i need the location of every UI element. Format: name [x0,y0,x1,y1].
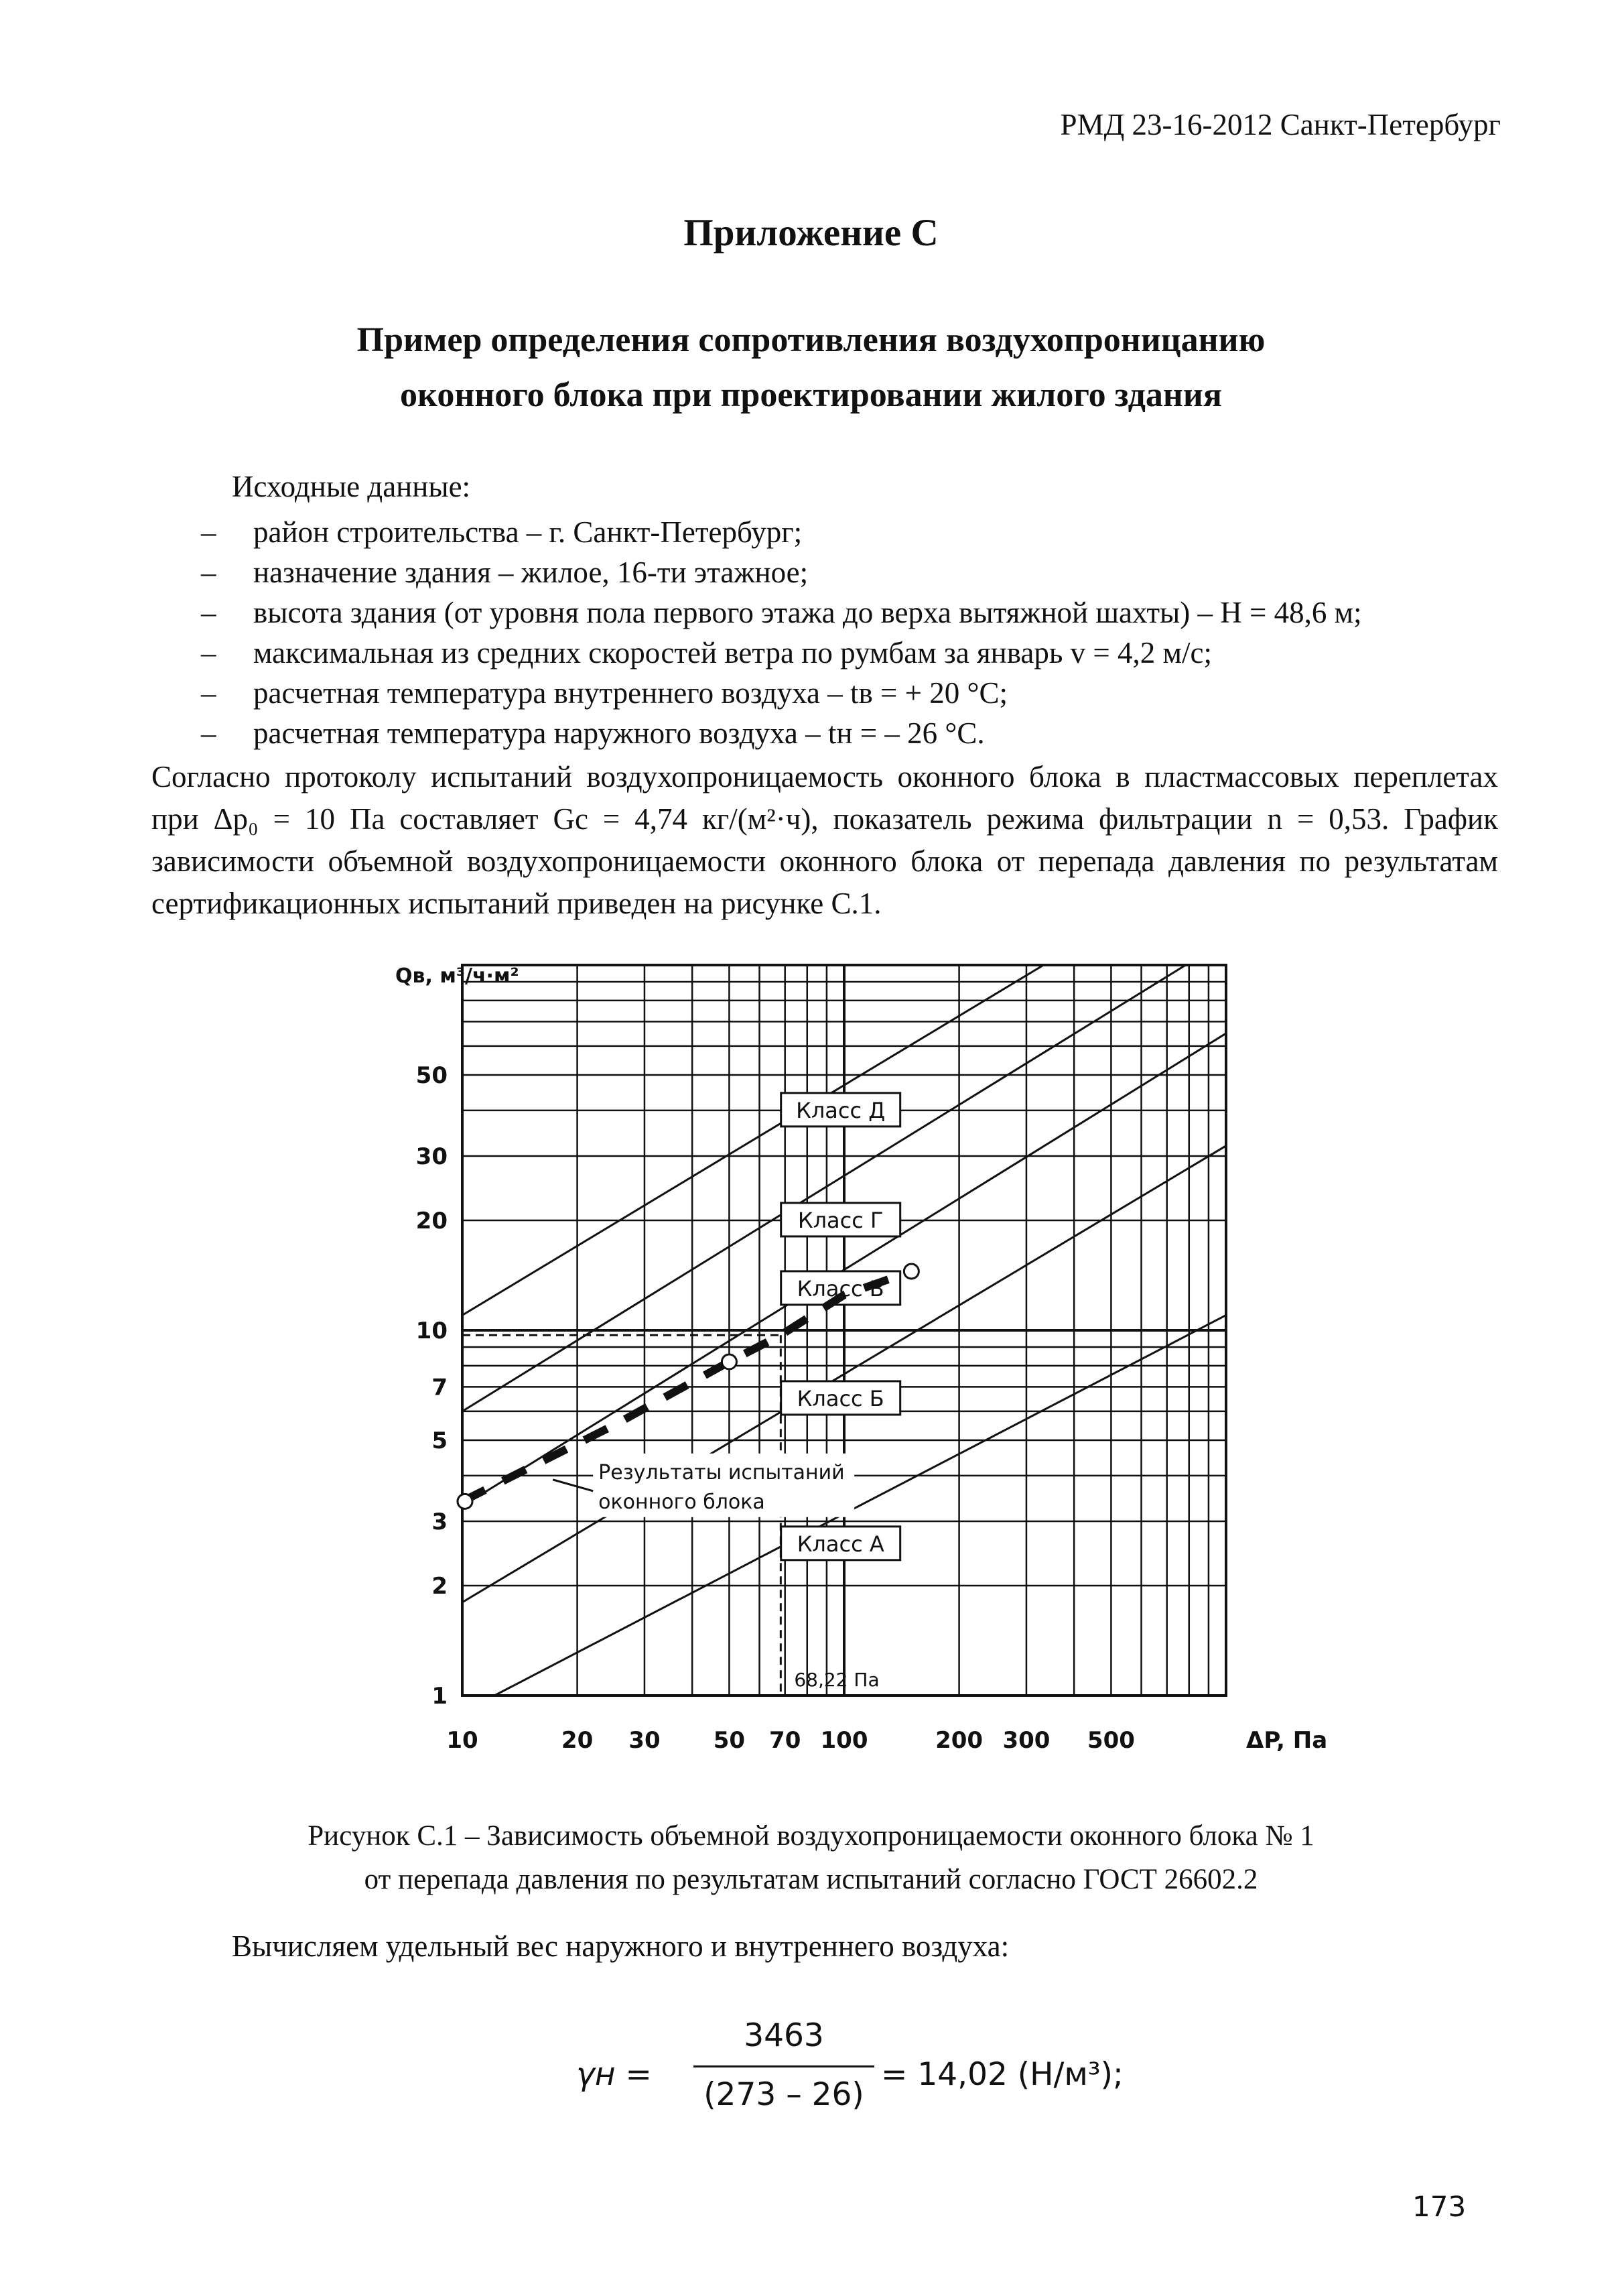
x-tick-label: 100 [820,1727,868,1754]
x-tick-label: 10 [446,1727,478,1754]
test-point [722,1354,736,1369]
dash-icon: – [201,556,216,589]
annotation-line-1: Результаты испытаний [598,1460,845,1484]
test-point [458,1494,472,1509]
x-tick-label: 20 [561,1727,594,1754]
y-tick-label: 2 [431,1572,448,1600]
x-tick-label: 50 [713,1727,746,1754]
dash-icon: – [201,676,216,710]
given-data-label: Исходные данные: [232,470,471,503]
dash-icon: – [201,716,216,750]
class-label: Класс Г [797,1207,884,1233]
body-paragraph: Согласно протоколу испытаний воздухопроницаемость оконного блока в пластмассовых переплетах при Δp₀ = 10 Па составляет Gс = 4,74 кг/(м²·ч), показатель режима фильтрации n = 0,53. График зависимости объемной воздухопроницаемости оконного блока от перепада давления по результатам сертификационных испытаний приведен на рисунке С.1. [151,760,1498,920]
given-item: – расчетная температура наружного воздуха – tн = – 26 °С. [201,716,985,750]
class-label: Класс А [797,1531,884,1557]
compute-text: Вычисляем удельный вес наружного и внутреннего воздуха: [232,1929,1010,1963]
appendix-subtitle-line-1: Пример определения сопротивления воздухопроницанию [356,321,1266,359]
chart-labels [395,964,1327,1754]
appendix-subtitle-line-2: оконного блока при проектировании жилого здания [400,376,1222,414]
y-tick-label: 5 [431,1427,448,1455]
dash-icon: – [201,515,216,549]
document-reference: РМД 23-16-2012 Санкт-Петербург [1060,108,1501,141]
annotation-pointer [553,1480,593,1491]
marker-label: 68,22 Па [794,1669,880,1691]
y-tick-label: 7 [431,1374,448,1401]
y-tick-label: 20 [415,1207,448,1234]
class-label: Класс В [797,1275,884,1301]
x-tick-label: 70 [769,1727,801,1754]
y-tick-label: 3 [431,1508,448,1535]
annotation-line-2: оконного блока [598,1490,765,1514]
x-axis-label: ΔP, Па [1246,1727,1328,1754]
given-item: – максимальная из средних скоростей ветра по румбам за январь v = 4,2 м/с; [201,636,1212,669]
page-number: 173 [1412,2190,1467,2223]
given-item: – высота здания (от уровня пола первого этажа до верха вытяжной шахты) – H = 48,6 м; [201,596,1362,629]
test-point [904,1264,919,1279]
given-item: – расчетная температура внутреннего воздуха – tв = + 20 °С; [201,676,1008,710]
chart-grid [462,965,1226,1696]
y-axis-label: Qв, м³/ч·м² [395,964,519,988]
class-label: Класс Д [796,1097,886,1123]
given-item: – назначение здания – жилое, 16-ти этажное; [201,556,809,589]
figure-caption-line-1: Рисунок С.1 – Зависимость объемной воздухопроницаемости оконного блока № 1 [308,1820,1314,1852]
formula-rhs: = 14,02 (Н/м³); [881,2056,1124,2093]
air-permeability-chart [395,964,1328,1769]
appendix-title: Приложение С [683,212,939,254]
y-tick-label: 1 [431,1683,448,1710]
dash-icon: – [201,636,216,669]
y-tick-label: 10 [415,1318,448,1344]
formula-numerator: 3463 [744,2017,824,2054]
y-tick-label: 50 [415,1062,448,1090]
x-tick-label: 30 [628,1727,661,1754]
dash-icon: – [201,596,216,629]
given-item: – район строительства – г. Санкт-Петербург; [201,515,803,549]
formula-denominator: (273 – 26) [703,2076,864,2113]
formula-lhs: γн = [576,2056,652,2093]
figure-caption-line-2: от перепада давления по результатам испытаний согласно ГОСТ 26602.2 [364,1864,1258,1895]
fraction-bar [693,2065,874,2067]
x-tick-label: 200 [935,1727,984,1754]
x-tick-label: 300 [1002,1727,1051,1754]
class-label: Класс Б [797,1385,884,1411]
x-tick-label: 500 [1087,1727,1135,1754]
y-tick-label: 30 [415,1143,448,1170]
